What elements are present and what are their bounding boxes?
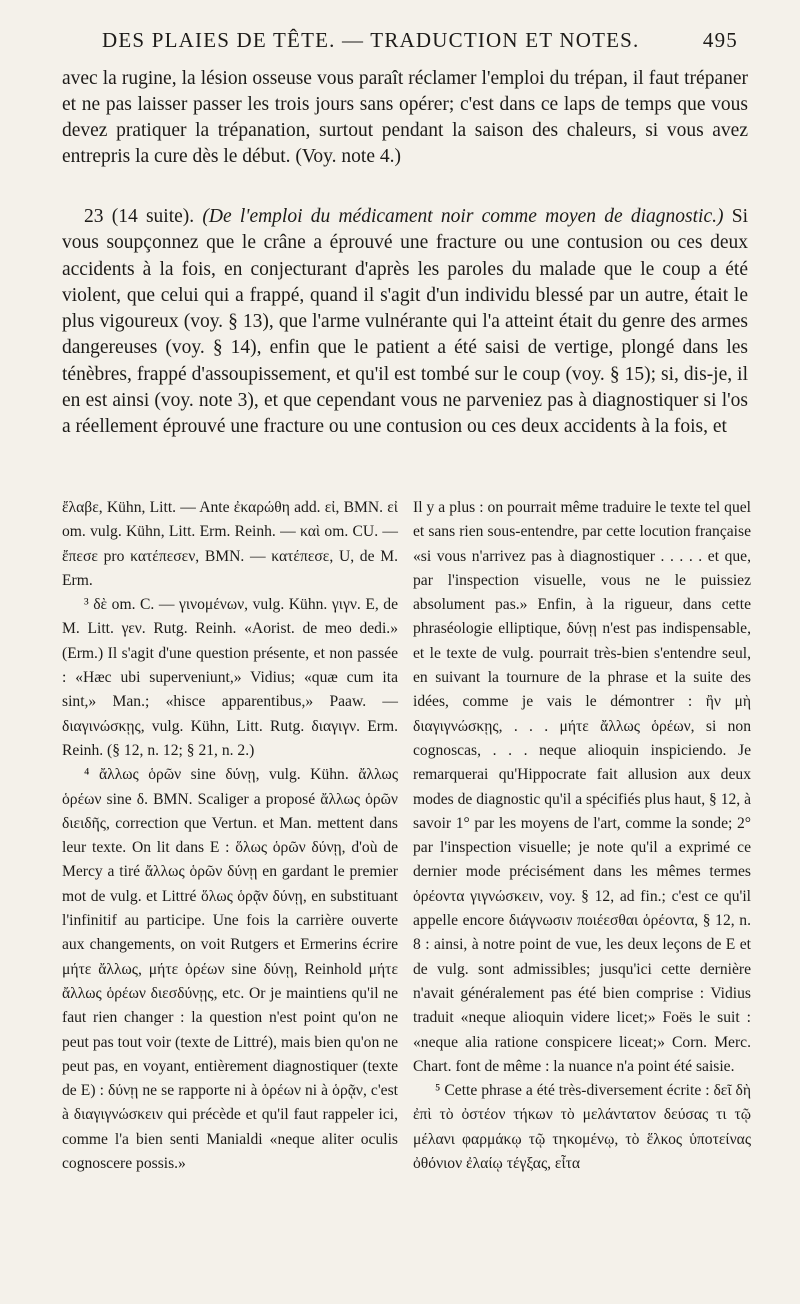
paragraph-body: Si vous soupçonnez que le crâne a éprouvé une fracture ou une contusion ou ces deux accidents à la fois, en conjecturant d'après les paroles du malade que le coup a été violent, que celui qui a frappé, quand il s'agit d'un individu blessé par un autre, était le plus vigoureux (voy. § 13), que l'arme vulnérante qui l'a atteint était du genre des armes dangereuses (voy. § 14), enfin que le patient a été saisi de vertige, plongé dans les ténèbres, frappé d'assoupissement, et qu'il est tombé sur le coup (voy. § 15); si, dis-je, il en est ainsi (voy. note 3), et que cependant vous ne parveniez pas à diagnostiquer si l'os a réellement éprouvé une fracture ou une contusion ou ces deux accidents à la fois, et	[62, 206, 748, 438]
main-text-paragraph-23	[62, 204, 748, 441]
running-title: DES PLAIES DE TÊTE. — TRADUCTION ET NOTES.	[102, 28, 640, 52]
paragraph-number: 23 (14 suite).	[84, 206, 195, 227]
footnote-block: ἔλαβε, Kühn, Litt. — Ante ἐκαρώθη add. εἰ, BMN. εἰ om. vulg. Kühn, Litt. Erm. Reinh. — καὶ om. CU. — ἔπεσε pro κατέπεσεν, BMN. — κατέπεσε, U, de M. Erm.	[62, 499, 398, 589]
paragraph-continuation: avec la rugine, la lésion osseuse vous paraît réclamer l'emploi du trépan, il faut trépaner et ne pas laisser passer les trois jours sans opérer; c'est dans ce laps de temps que vous devez pratiquer la trépanation, surtout pendant la saison des chaleurs, si vous avez entrepris la cure dès le début. (Voy. note 4.)	[62, 68, 748, 167]
footnotes-right-column	[413, 496, 751, 1176]
page-number: 495	[702, 28, 738, 52]
footnote-5: ⁵ Cette phrase a été très-diversement écrite : δεῖ δὴ ἐπὶ τὸ ὀστέον τήκων τὸ μελάντατον δεύσας τι τῷ μέλανι φαρμάκῳ τῷ τηκομένῳ, τὸ ἕλκος ὑποτείνας ὀθόνιον ἐλαίῳ τέγξας, εἶτα	[413, 1082, 751, 1173]
footnote-3: ³ δὲ om. C. — γινομένων, vulg. Kühn. γιγν. E, de M. Litt. γεν. Rutg. Reinh. «Aorist. de meo dedi.» (Erm.) Il s'agit d'une question présente, et non passée : «Hæc ubi superveniunt,» Vidius; «quæ cum ita sint,» Man.; «hisce apparentibus,» Paaw. — διαγινώσκῃς, vulg. Kühn, Litt. Rutg. διαγιγν. Erm. Reinh. (§ 12, n. 12; § 21, n. 2.)	[62, 596, 398, 759]
footnote-4: ⁴ ἄλλως ὁρῶν sine δύνῃ, vulg. Kühn. ἄλλως ὁρέων sine δ. BMN. Scaliger a proposé ἄλλως ὁρῶν διειδῆς, correction que Vertun. et Man. mettent dans leur texte. On lit dans E : ὅλως ὁρῶν δύνῃ, d'où de Mercy a tiré ἄλλως ὁρῶν δύνῃ en gardant le premier mot de vulg. et Littré ὅλως ὁρᾷν δύνῃ, en substituant l'infinitif au participe. Une fois la carrière ouverte aux changements, on voit Rutgers et Ermerins écrire μήτε ἄλλως, μήτε ὁρέων sine δύνῃ, Reinhold μήτε ἄλλως ὁρέων διεσδύνῃς, etc. Or je maintiens qu'il ne faut rien changer : la question n'est point qu'on ne peut pas tout voir (texte de Littré), mais bien qu'on ne peut pas, en voyant, entièrement diagnostiquer (texte de E) : δύνῃ ne se rapporte ni à ὁρέων ni à ὁρᾷν, c'est à διαγιγνώσκειν qui précède et qu'il faut rappeler ici, comme l'a bien senti Manialdi «neque aliter oculis cognoscere possis.»	[62, 766, 398, 1173]
paragraph-heading: (De l'emploi du médicament noir comme moyen de diagnostic.)	[202, 206, 724, 227]
footnote-4-continued: Il y a plus : on pourrait même traduire le texte tel quel et sans rien sous-entendre, par cette locution française «si vous n'arrivez pas à diagnostiquer . . . . . et que, par l'inspection visuelle, vous ne le puissiez absolument pas.» Enfin, à la rigueur, dans cette phraséologie elliptique, δύνῃ n'est pas indispensable, et le texte de vulg. pourrait très-bien s'entendre seul, en suivant la tournure de la phrase et la suite des idées, comme je vais le démontrer : ἢν μὴ διαγιγνώσκῃς, . . . μήτε ἄλλως ὁρέων, si non cognoscas, . . . neque alioquin inspiciendo. Je remarquerai qu'Hippocrate fait allusion aux deux modes de diagnostic qu'il a spécifiés plus haut, § 12, à savoir 1° par les moyens de l'art, comme la sonde; 2° par l'inspection visuelle; je note qu'il a exprimé ce dernier mode précisément dans les mêmes termes ὁρέοντα γιγνώσκειν, voy. § 12, ad fin.; c'est ce qu'il appelle encore διάγνωσιν ποιέεσθαι ὁρέοντα, § 12, n. 8 : ainsi, à notre point de vue, les deux leçons de E et de vulg. sont admissibles; jusqu'ici cette dernière n'avait généralement pas été bien comprise : Vidius traduit «neque alioquin videre licet;» Foës le suit : «neque alia ratione conspicere liceat;» Corn. Merc. Chart. font de même : la nuance n'a point été saisie.	[413, 499, 752, 1075]
paragraph-23	[62, 204, 748, 441]
footnotes-left-column	[62, 496, 398, 1176]
main-text-continuation	[62, 66, 748, 170]
running-header	[62, 28, 738, 60]
